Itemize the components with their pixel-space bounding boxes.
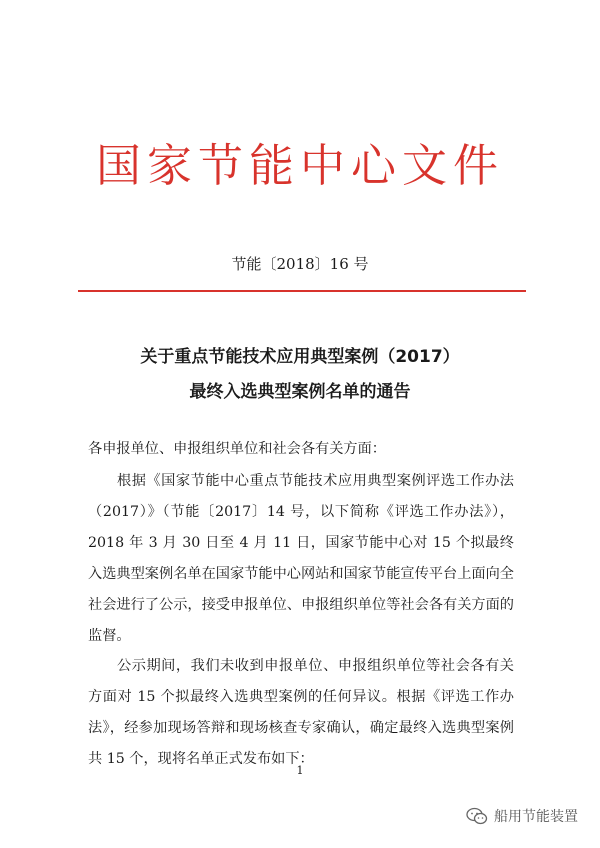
- red-divider-rule: [78, 290, 526, 292]
- notice-title: [0, 340, 600, 410]
- page-number: 1: [296, 764, 304, 777]
- notice-title-line-2: 最终入选典型案例名单的通告: [189, 382, 411, 402]
- body-paragraph-1: 根据《国家节能中心重点节能技术应用典型案例评选工作办法（2017）》（节能〔2017〕14 号，以下简称《评选工作办法》），2018 年 3 月 30 日至 4 月 11 日，国家节能中心对 15 个拟最终入选典型案例名单在国家节能中心网站和国家节能宣传平台上面向全社会进行了公示，接受申报单位、申报组织单位等社会各有关方面的监督。: [88, 473, 514, 644]
- body-paragraph-2: 公示期间，我们未收到申报单位、申报组织单位等社会各有关方面对 15 个拟最终入选典型案例的任何异议。根据《评选工作办法》，经参加现场答辩和现场核查专家确认，确定最终入选典型案例共 15 个，现将名单正式发布如下：: [88, 658, 514, 767]
- document-header-title: 国家节能中心文件: [95, 139, 504, 192]
- wechat-icon: [466, 807, 488, 825]
- document-number: 节能〔2018〕16 号: [231, 255, 369, 273]
- notice-title-line-1: 关于重点节能技术应用典型案例（2017）: [140, 347, 460, 367]
- wechat-watermark: [466, 806, 578, 826]
- salutation: 各申报单位、申报组织单位和社会各有关方面：: [88, 441, 386, 457]
- watermark-label: 船用节能装置: [494, 809, 578, 825]
